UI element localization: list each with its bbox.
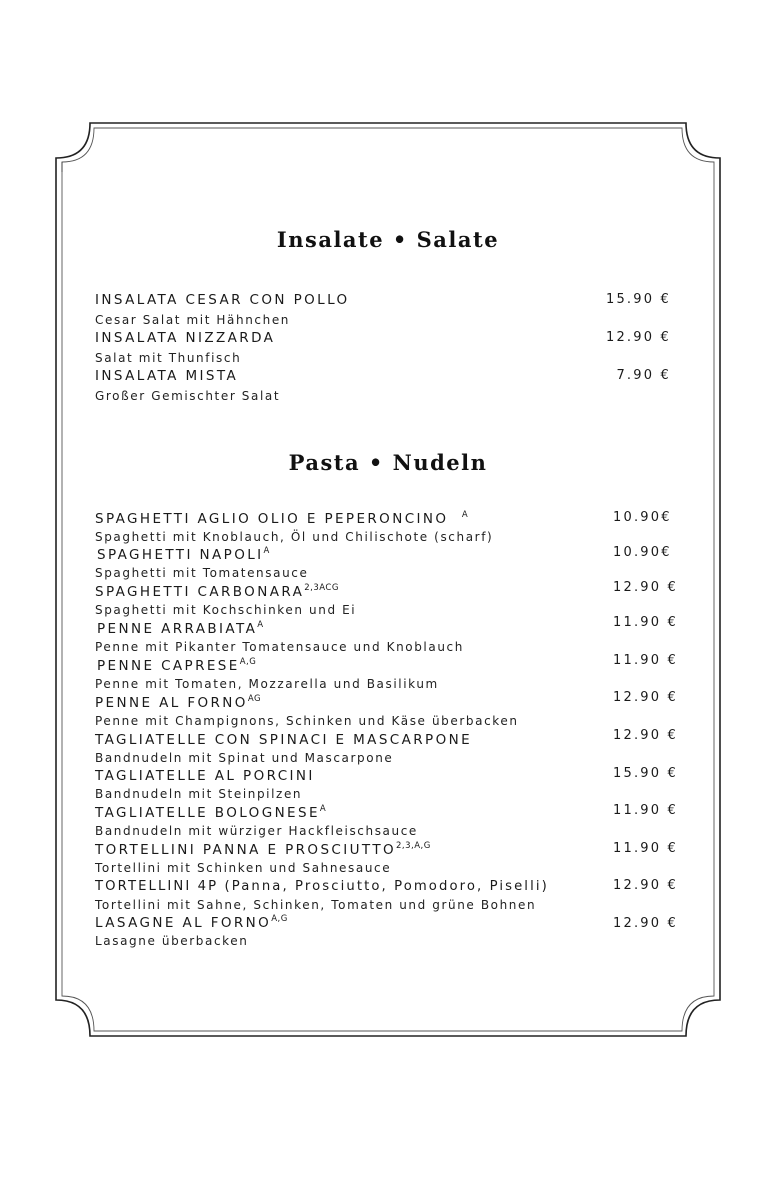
allergen-codes: A,G	[271, 914, 288, 924]
section-title-pasta: Pasta • Nudeln	[288, 450, 488, 475]
allergen-codes: 2,3ACG	[304, 583, 339, 593]
menu-item-name: LASAGNE AL $FORNO^{A,G}$	[95, 914, 288, 931]
menu-item-price: 7.90 €	[616, 368, 671, 383]
allergen-codes: A	[319, 804, 327, 814]
section-title-salads: Insalate • Salate	[276, 227, 500, 252]
menu-item-description: Tortellini mit Sahne, Schinken, Tomaten und grüne Bohnen	[95, 898, 537, 912]
menu-item-name: TAGLIATELLE CON SPINACI E MASCARPONE	[95, 732, 473, 748]
menu-item-description: Bandnudeln mit Spinat und Mascarpone	[95, 751, 394, 765]
menu-item-price: 10.90€	[613, 510, 672, 525]
menu-item-name: TORTELLINI PANNA E $PROSCIUTTO^{2,3,A,G}$	[95, 841, 431, 858]
menu-item-name: PENNE $ARRABIATA^A$	[97, 620, 264, 637]
menu-item-price: 12.90 €	[613, 690, 679, 705]
menu-item-price: 15.90 €	[605, 292, 671, 307]
allergen-codes: A	[461, 510, 469, 520]
menu-item-description: Penne mit Pikanter Tomatensauce und Knoblauch	[95, 640, 464, 654]
menu-item-name: INSALATA NIZZARDA	[95, 330, 276, 346]
menu-item-description: Salat mit Thunfisch	[95, 351, 242, 365]
menu-item-price: 10.90€	[613, 545, 672, 560]
menu-item-description: Tortellini mit Schinken und Sahnesauce	[95, 861, 392, 875]
menu-item-name: TAGLIATELLE AL PORCINI	[95, 768, 315, 784]
menu-item-price: 12.90 €	[613, 580, 679, 595]
menu-item-price: 12.90 €	[613, 916, 679, 931]
menu-item-name: TORTELLINI 4P (Panna, Prosciutto, Pomodoro, Piselli)	[95, 879, 549, 894]
menu-item-name: INSALATA CESAR CON POLLO	[95, 292, 350, 308]
menu-item-description: Spaghetti mit Knoblauch, Öl und Chilischote (scharf)	[95, 530, 494, 544]
menu-item-description: Spaghetti mit Tomatensauce	[95, 566, 309, 580]
menu-item-price: 11.90 €	[613, 653, 679, 668]
menu-item-description: Penne mit Champignons, Schinken und Käse überbacken	[95, 714, 519, 728]
menu-item-name: INSALATA MISTA	[95, 368, 239, 384]
menu-item-price: 12.90 €	[605, 330, 671, 345]
menu-item-description: Cesar Salat mit Hähnchen	[95, 313, 291, 327]
menu-item-price: 11.90 €	[613, 803, 679, 818]
menu-item-name: SPAGHETTI $CARBONARA^{2,3ACG}$	[95, 583, 339, 600]
menu-item-description: Spaghetti mit Kochschinken und Ei	[95, 603, 357, 617]
menu-item-description: Lasagne überbacken	[95, 934, 249, 948]
allergen-codes: A	[263, 546, 270, 556]
allergen-codes: A	[257, 620, 264, 630]
menu-item-name: SPAGHETTI AGLIO OLIO E PEPERONCINO $^A$	[95, 510, 469, 527]
menu-item-description: Penne mit Tomaten, Mozzarella und Basilikum	[95, 677, 439, 691]
allergen-codes: 2,3,A,G	[396, 841, 431, 851]
menu-item-name: SPAGHETTI $NAPOLI^A$	[97, 546, 270, 563]
menu-item-price: 11.90 €	[613, 841, 679, 856]
allergen-codes: A,G	[239, 657, 257, 667]
menu-item-name: PENNE $CAPRESE^{A,G}$	[97, 657, 257, 674]
menu-item-name: TAGLIATELLE $BOLOGNESE^A$	[95, 804, 327, 821]
menu-item-price: 11.90 €	[613, 615, 679, 630]
menu-item-name: PENNE AL $FORNO^{AG}$	[95, 694, 262, 711]
menu-item-price: 12.90 €	[613, 728, 679, 743]
menu-item-description: Bandnudeln mit würziger Hackfleischsauce	[95, 824, 418, 838]
menu-item-price: 12.90 €	[613, 878, 679, 893]
menu-item-price: 15.90 €	[613, 766, 679, 781]
menu-item-description: Großer Gemischter Salat	[95, 389, 281, 403]
allergen-codes: AG	[247, 694, 262, 704]
menu-item-description: Bandnudeln mit Steinpilzen	[95, 787, 303, 801]
